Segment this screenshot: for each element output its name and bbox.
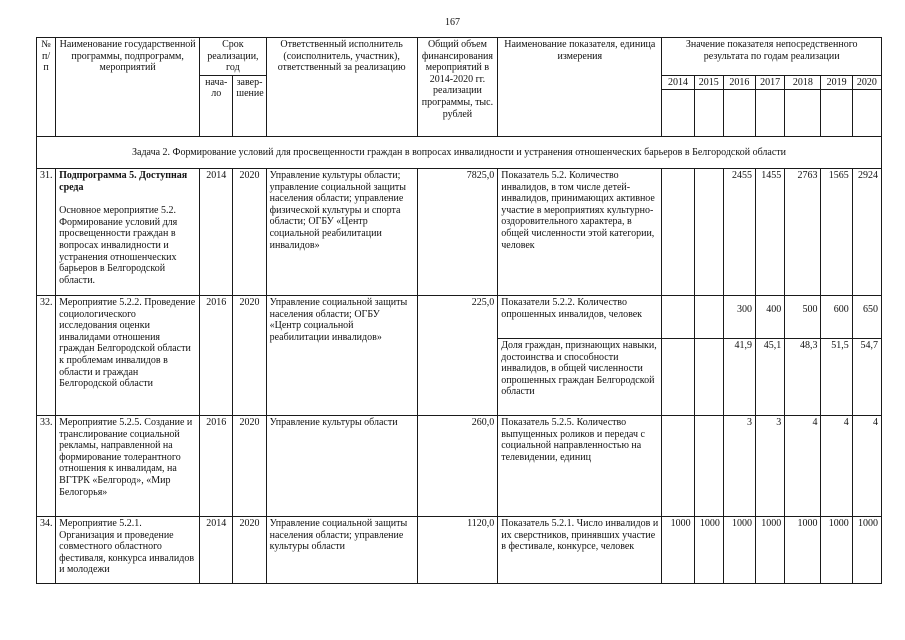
row-value: 400 (756, 295, 785, 338)
row-end: 2020 (233, 295, 266, 415)
row-value: 650 (852, 295, 881, 338)
header-year: 2014 (662, 75, 694, 90)
row-value (662, 415, 694, 516)
row-value: 4 (785, 415, 821, 516)
row-value: 1000 (723, 516, 755, 583)
row-start: 2014 (200, 168, 233, 295)
row-indicator: Показатели 5.2.2. Количество опрошенных инвалидов, человек (498, 295, 662, 338)
row-name: Мероприятие 5.2.2. Проведение социологического исследования оценки инвалидами отношения граждан Белгородской области к проблемам инвалидов в области и граждан Белгородской области (56, 295, 200, 415)
row-value: 1000 (662, 516, 694, 583)
row-start: 2014 (200, 516, 233, 583)
row-end: 2020 (233, 415, 266, 516)
header-term-end: завер-шение (233, 75, 266, 137)
row-executor: Управление социальной защиты населения области; ОГБУ «Центр социальной реабилитации инвалидов» (266, 295, 417, 415)
row-number: 34. (37, 516, 56, 583)
header-indicator: Наименование показателя, единица измерения (498, 38, 662, 137)
row-name-title: Подпрограмма 5. Доступная среда (59, 169, 188, 193)
header-year: 2017 (756, 75, 785, 90)
row-value: 600 (821, 295, 852, 338)
row-value (694, 415, 723, 516)
row-value: 1000 (756, 516, 785, 583)
header-executor: Ответственный исполнитель (соисполнитель, участник), ответственный за реализацию (266, 38, 417, 137)
row-number: 33. (37, 415, 56, 516)
table-row (37, 168, 882, 295)
row-start: 2016 (200, 415, 233, 516)
page-number: 167 (445, 17, 460, 28)
row-value (662, 168, 694, 295)
row-start: 2016 (200, 295, 233, 415)
row-indicator: Доля граждан, признающих навыки, достоинства и способности инвалидов, в общей численности опрошенных граждан Белгородской области (498, 338, 662, 415)
row-name: Мероприятие 5.2.1. Организация и проведение совместного областного фестиваля, конкурса инвалидов и молодежи (56, 516, 200, 583)
row-value: 45,1 (756, 338, 785, 415)
task-title: Задача 2. Формирование условий для просвещенности граждан в вопросах инвалидности и устранения отношенческих барьеров в Белгородской области (37, 137, 882, 169)
row-indicator: Показатель 5.2.1. Число инвалидов и их сверстников, принявших участие в фестивале, конкурсе, человек (498, 516, 662, 583)
row-value (662, 338, 694, 415)
row-executor: Управление культуры области (266, 415, 417, 516)
row-number: 31. (37, 168, 56, 295)
row-value: 48,3 (785, 338, 821, 415)
row-value: 300 (723, 295, 755, 338)
row-volume: 225,0 (417, 295, 498, 415)
row-value: 500 (785, 295, 821, 338)
row-name (56, 168, 200, 295)
row-indicator: Показатель 5.2. Количество инвалидов, в том числе детей-инвалидов, принимающих активное участие в мероприятиях культурно-оздоровительного характера, в общей численности этой категории, человек (498, 168, 662, 295)
row-value (694, 295, 723, 338)
row-value: 1000 (785, 516, 821, 583)
row-volume: 260,0 (417, 415, 498, 516)
row-value (694, 168, 723, 295)
row-value: 4 (852, 415, 881, 516)
row-value: 3 (723, 415, 755, 516)
row-value: 41,9 (723, 338, 755, 415)
row-volume: 7825,0 (417, 168, 498, 295)
row-value: 51,5 (821, 338, 852, 415)
row-value: 1565 (821, 168, 852, 295)
row-value (694, 338, 723, 415)
row-volume: 1120,0 (417, 516, 498, 583)
header-year: 2015 (694, 75, 723, 90)
row-indicator: Показатель 5.2.5. Количество выпущенных роликов и передач с социальной направленностью на телевидении, единиц (498, 415, 662, 516)
row-name-text: Основное мероприятие 5.2. Формирование условий для просвещенности граждан в вопросах инвалидности и устранения отношенческих барьеров в Белгородской области. (59, 205, 178, 286)
header-num: № п/п (37, 38, 56, 137)
program-table (36, 37, 882, 584)
row-executor: Управление социальной защиты населения области; управление культуры области (266, 516, 417, 583)
row-value: 3 (756, 415, 785, 516)
row-value: 1000 (852, 516, 881, 583)
row-value (662, 295, 694, 338)
header-name: Наименование государственной программы, подпрограмм, мероприятий (56, 38, 200, 137)
row-executor: Управление культуры области; управление социальной защиты населения области; управление физической культуры и спорта области; ОГБУ «Центр социальной реабилитации инвалидов» (266, 168, 417, 295)
row-value: 2924 (852, 168, 881, 295)
row-number: 32. (37, 295, 56, 415)
row-value: 1455 (756, 168, 785, 295)
row-end: 2020 (233, 168, 266, 295)
row-value: 54,7 (852, 338, 881, 415)
row-end: 2020 (233, 516, 266, 583)
header-year: 2016 (723, 75, 755, 90)
row-name: Мероприятие 5.2.5. Создание и транслирование социальной рекламы, направленной на формирование толерантного отношения к инвалидам, на ВГТРК «Белгород», «Мир Белогорья» (56, 415, 200, 516)
row-value: 2455 (723, 168, 755, 295)
row-value: 1000 (694, 516, 723, 583)
header-year: 2019 (821, 75, 852, 90)
header-year: 2018 (785, 75, 821, 90)
row-value: 1000 (821, 516, 852, 583)
header-term-start: нача-ло (200, 75, 233, 137)
table-row (37, 415, 882, 516)
task-row (37, 137, 882, 169)
header-year: 2020 (852, 75, 881, 90)
table-row (37, 295, 882, 338)
table-row (37, 516, 882, 583)
header-row-1 (37, 38, 882, 76)
row-value: 2763 (785, 168, 821, 295)
header-values: Значение показателя непосредственного результата по годам реализации (662, 38, 882, 76)
header-volume: Общий объем финансирования мероприятий в 2014-2020 гг. реализации программы, тыс. рублей (417, 38, 498, 137)
row-value: 4 (821, 415, 852, 516)
header-term: Срок реализации, год (200, 38, 266, 76)
